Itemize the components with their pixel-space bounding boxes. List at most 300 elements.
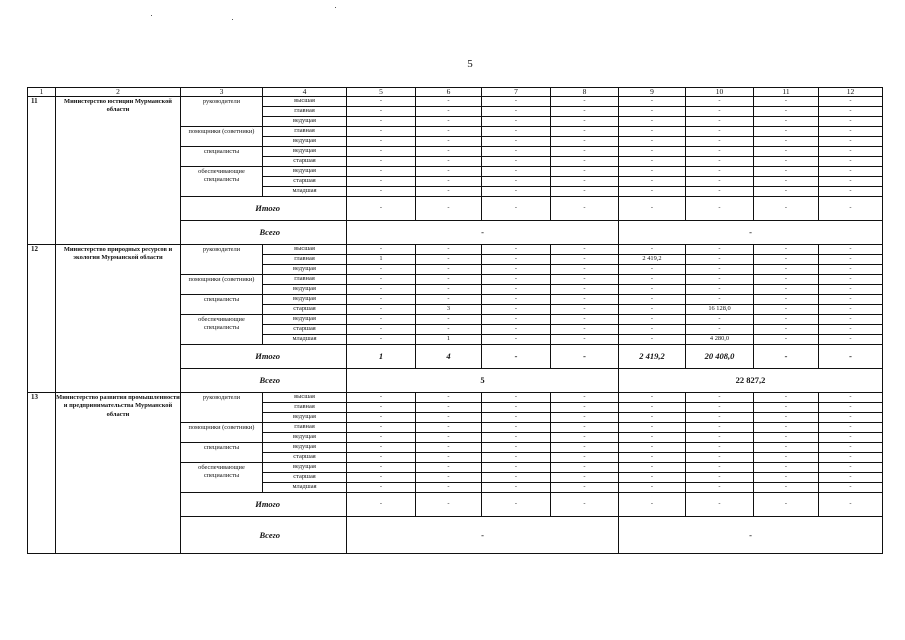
value-cell: - — [416, 453, 482, 463]
value-cell: - — [551, 275, 619, 285]
value-cell: - — [619, 167, 686, 177]
value-cell: - — [754, 463, 819, 473]
staff-category: руководители — [181, 97, 263, 127]
value-cell: - — [619, 285, 686, 295]
column-header: 4 — [263, 88, 347, 97]
value-cell: - — [482, 433, 551, 443]
value-cell: - — [551, 423, 619, 433]
value-cell: 16 128,0 — [686, 305, 754, 315]
value-cell: - — [482, 403, 551, 413]
grade-level: главная — [263, 127, 347, 137]
value-cell: - — [686, 147, 754, 157]
value-cell: - — [754, 433, 819, 443]
value-cell: - — [754, 335, 819, 345]
value-cell: - — [619, 483, 686, 493]
vsego-amount: 22 827,2 — [619, 369, 883, 393]
value-cell: - — [347, 483, 416, 493]
value-cell: - — [416, 403, 482, 413]
itogo-value: - — [551, 197, 619, 221]
table-row — [28, 245, 883, 255]
itogo-value: - — [347, 197, 416, 221]
value-cell: - — [754, 295, 819, 305]
value-cell: - — [819, 403, 883, 413]
value-cell: - — [551, 483, 619, 493]
value-cell: - — [819, 473, 883, 483]
value-cell: - — [347, 117, 416, 127]
value-cell: - — [754, 147, 819, 157]
value-cell: - — [416, 157, 482, 167]
value-cell: 2 419,2 — [619, 255, 686, 265]
column-header: 11 — [754, 88, 819, 97]
value-cell: - — [754, 117, 819, 127]
value-cell: - — [551, 117, 619, 127]
table-row — [28, 393, 883, 403]
value-cell: - — [551, 167, 619, 177]
value-cell: - — [347, 463, 416, 473]
value-cell: - — [416, 433, 482, 443]
value-cell: - — [754, 413, 819, 423]
itogo-value: - — [819, 197, 883, 221]
vsego-amount: - — [619, 221, 883, 245]
value-cell: - — [416, 127, 482, 137]
column-header: 6 — [416, 88, 482, 97]
value-cell: - — [754, 127, 819, 137]
value-cell: - — [819, 335, 883, 345]
value-cell: - — [551, 305, 619, 315]
value-cell: - — [551, 187, 619, 197]
value-cell: - — [819, 177, 883, 187]
staff-category: обеспечивающие специалисты — [181, 463, 263, 493]
value-cell: - — [347, 315, 416, 325]
value-cell: - — [619, 423, 686, 433]
value-cell: - — [754, 107, 819, 117]
value-cell: 4 280,0 — [686, 335, 754, 345]
itogo-value: - — [686, 197, 754, 221]
value-cell: - — [482, 157, 551, 167]
grade-level: старшая — [263, 157, 347, 167]
vsego-label: Всего — [181, 517, 347, 554]
value-cell: - — [619, 325, 686, 335]
value-cell: - — [551, 335, 619, 345]
column-header: 1 — [28, 88, 56, 97]
vsego-label: Всего — [181, 221, 347, 245]
value-cell: - — [551, 265, 619, 275]
value-cell: - — [686, 177, 754, 187]
value-cell: - — [347, 147, 416, 157]
value-cell: - — [416, 167, 482, 177]
value-cell: - — [686, 265, 754, 275]
value-cell: - — [754, 393, 819, 403]
value-cell: - — [619, 265, 686, 275]
value-cell: - — [347, 107, 416, 117]
value-cell: - — [619, 117, 686, 127]
value-cell: - — [686, 423, 754, 433]
value-cell: - — [482, 187, 551, 197]
header-row — [28, 88, 883, 97]
value-cell: - — [819, 285, 883, 295]
value-cell: - — [416, 463, 482, 473]
ministry-name: Министерство юстиции Мурманской области — [56, 97, 181, 245]
value-cell: - — [819, 423, 883, 433]
value-cell: - — [819, 275, 883, 285]
value-cell: - — [819, 443, 883, 453]
itogo-value: - — [819, 493, 883, 517]
value-cell: - — [754, 157, 819, 167]
itogo-value: 1 — [347, 345, 416, 369]
value-cell: - — [347, 335, 416, 345]
value-cell: - — [819, 147, 883, 157]
value-cell: - — [754, 453, 819, 463]
value-cell: - — [686, 473, 754, 483]
value-cell: - — [482, 285, 551, 295]
value-cell: - — [686, 97, 754, 107]
value-cell: - — [686, 137, 754, 147]
value-cell: - — [754, 137, 819, 147]
value-cell: - — [551, 443, 619, 453]
itogo-label: Итого — [181, 345, 347, 369]
value-cell: - — [754, 285, 819, 295]
value-cell: - — [482, 275, 551, 285]
value-cell: - — [482, 245, 551, 255]
itogo-value: - — [754, 197, 819, 221]
value-cell: - — [551, 325, 619, 335]
value-cell: - — [551, 137, 619, 147]
value-cell: - — [819, 107, 883, 117]
value-cell: - — [686, 255, 754, 265]
value-cell: - — [819, 433, 883, 443]
value-cell: - — [619, 187, 686, 197]
value-cell: - — [482, 137, 551, 147]
value-cell: - — [819, 325, 883, 335]
staff-category: специалисты — [181, 147, 263, 167]
value-cell: - — [619, 275, 686, 285]
value-cell: - — [619, 473, 686, 483]
value-cell: - — [619, 245, 686, 255]
value-cell: - — [416, 137, 482, 147]
value-cell: - — [347, 453, 416, 463]
value-cell: - — [819, 295, 883, 305]
value-cell: - — [619, 97, 686, 107]
itogo-value: 2 419,2 — [619, 345, 686, 369]
value-cell: - — [482, 117, 551, 127]
itogo-label: Итого — [181, 493, 347, 517]
value-cell: - — [416, 97, 482, 107]
column-header: 9 — [619, 88, 686, 97]
itogo-value: - — [619, 493, 686, 517]
value-cell: - — [416, 423, 482, 433]
grade-level: главная — [263, 255, 347, 265]
value-cell: - — [686, 107, 754, 117]
itogo-value: - — [619, 197, 686, 221]
value-cell: - — [416, 255, 482, 265]
grade-level: младшая — [263, 483, 347, 493]
value-cell: - — [416, 315, 482, 325]
grade-level: высшая — [263, 97, 347, 107]
value-cell: - — [686, 443, 754, 453]
column-header: 10 — [686, 88, 754, 97]
grade-level: главная — [263, 403, 347, 413]
value-cell: - — [482, 335, 551, 345]
value-cell: - — [416, 393, 482, 403]
value-cell: - — [754, 443, 819, 453]
grade-level: старшая — [263, 325, 347, 335]
value-cell: - — [551, 147, 619, 157]
value-cell: - — [619, 177, 686, 187]
value-cell: - — [416, 245, 482, 255]
section-number: 12 — [28, 245, 56, 393]
column-header: 5 — [347, 88, 416, 97]
value-cell: - — [482, 295, 551, 305]
itogo-label: Итого — [181, 197, 347, 221]
value-cell: - — [686, 245, 754, 255]
grade-level: ведущая — [263, 315, 347, 325]
value-cell: - — [347, 245, 416, 255]
value-cell: - — [754, 275, 819, 285]
value-cell: - — [551, 473, 619, 483]
value-cell: - — [416, 285, 482, 295]
itogo-value: - — [416, 493, 482, 517]
itogo-value: - — [551, 493, 619, 517]
vsego-amount: - — [619, 517, 883, 554]
value-cell: - — [482, 167, 551, 177]
value-cell: - — [482, 453, 551, 463]
value-cell: - — [754, 325, 819, 335]
grade-level: высшая — [263, 245, 347, 255]
grade-level: ведущая — [263, 413, 347, 423]
staff-table — [27, 87, 883, 554]
value-cell: - — [416, 483, 482, 493]
value-cell: - — [347, 177, 416, 187]
itogo-value: 20 408,0 — [686, 345, 754, 369]
staff-category: специалисты — [181, 295, 263, 315]
value-cell: - — [347, 413, 416, 423]
vsego-count: - — [347, 221, 619, 245]
value-cell: - — [551, 463, 619, 473]
value-cell: - — [619, 413, 686, 423]
value-cell: - — [686, 393, 754, 403]
value-cell: - — [819, 453, 883, 463]
staff-category: помощники (советники) — [181, 423, 263, 443]
value-cell: - — [416, 147, 482, 157]
grade-level: ведущая — [263, 265, 347, 275]
column-header: 7 — [482, 88, 551, 97]
value-cell: - — [686, 127, 754, 137]
value-cell: - — [619, 305, 686, 315]
value-cell: - — [819, 137, 883, 147]
value-cell: - — [619, 107, 686, 117]
value-cell: - — [619, 137, 686, 147]
itogo-value: - — [754, 345, 819, 369]
grade-level: ведущая — [263, 285, 347, 295]
value-cell: - — [347, 423, 416, 433]
grade-level: ведущая — [263, 147, 347, 157]
value-cell: - — [754, 265, 819, 275]
value-cell: - — [482, 265, 551, 275]
value-cell: - — [416, 295, 482, 305]
value-cell: - — [686, 117, 754, 127]
staff-category: специалисты — [181, 443, 263, 463]
value-cell: - — [619, 433, 686, 443]
value-cell: - — [754, 245, 819, 255]
value-cell: - — [347, 443, 416, 453]
column-header: 8 — [551, 88, 619, 97]
column-header: 12 — [819, 88, 883, 97]
grade-level: младшая — [263, 335, 347, 345]
value-cell: - — [619, 443, 686, 453]
itogo-value: - — [416, 197, 482, 221]
table-row — [28, 97, 883, 107]
value-cell: - — [754, 177, 819, 187]
grade-level: высшая — [263, 393, 347, 403]
value-cell: - — [686, 157, 754, 167]
value-cell: - — [819, 167, 883, 177]
ministry-name: Министерство природных ресурсов и экологии Мурманской области — [56, 245, 181, 393]
value-cell: - — [551, 453, 619, 463]
value-cell: - — [482, 147, 551, 157]
staff-category: обеспечивающие специалисты — [181, 315, 263, 345]
value-cell: - — [551, 393, 619, 403]
grade-level: старшая — [263, 177, 347, 187]
staff-category: руководители — [181, 245, 263, 275]
value-cell: - — [686, 167, 754, 177]
value-cell: - — [819, 157, 883, 167]
value-cell: - — [551, 97, 619, 107]
value-cell: - — [819, 413, 883, 423]
value-cell: - — [482, 443, 551, 453]
value-cell: 1 — [416, 335, 482, 345]
value-cell: - — [819, 393, 883, 403]
section-number: 11 — [28, 97, 56, 245]
value-cell: - — [482, 413, 551, 423]
vsego-count: - — [347, 517, 619, 554]
value-cell: - — [754, 473, 819, 483]
value-cell: - — [551, 413, 619, 423]
value-cell: - — [686, 187, 754, 197]
value-cell: - — [686, 275, 754, 285]
value-cell: - — [347, 157, 416, 167]
vsego-count: 5 — [347, 369, 619, 393]
value-cell: - — [819, 255, 883, 265]
vsego-label: Всего — [181, 369, 347, 393]
value-cell: - — [482, 177, 551, 187]
value-cell: - — [551, 107, 619, 117]
value-cell: - — [482, 107, 551, 117]
value-cell: - — [416, 413, 482, 423]
value-cell: - — [416, 265, 482, 275]
value-cell: - — [754, 255, 819, 265]
value-cell: - — [754, 483, 819, 493]
value-cell: - — [347, 305, 416, 315]
value-cell: - — [482, 127, 551, 137]
value-cell: - — [686, 483, 754, 493]
value-cell: - — [416, 177, 482, 187]
itogo-value: - — [754, 493, 819, 517]
staff-category: обеспечивающие специалисты — [181, 167, 263, 197]
grade-level: главная — [263, 107, 347, 117]
value-cell: - — [347, 187, 416, 197]
value-cell: - — [754, 305, 819, 315]
value-cell: - — [347, 285, 416, 295]
itogo-value: - — [347, 493, 416, 517]
value-cell: - — [686, 295, 754, 305]
value-cell: - — [416, 187, 482, 197]
itogo-value: - — [482, 493, 551, 517]
value-cell: - — [819, 187, 883, 197]
page-number: 5 — [467, 58, 473, 70]
value-cell: - — [416, 275, 482, 285]
value-cell: - — [754, 167, 819, 177]
value-cell: - — [482, 473, 551, 483]
value-cell: - — [482, 315, 551, 325]
value-cell: - — [482, 305, 551, 315]
value-cell: - — [686, 413, 754, 423]
value-cell: - — [416, 443, 482, 453]
value-cell: - — [482, 325, 551, 335]
grade-level: ведущая — [263, 295, 347, 305]
value-cell: - — [686, 285, 754, 295]
value-cell: - — [482, 483, 551, 493]
value-cell: - — [819, 245, 883, 255]
value-cell: - — [347, 265, 416, 275]
value-cell: - — [551, 315, 619, 325]
value-cell: - — [551, 177, 619, 187]
value-cell: - — [619, 463, 686, 473]
value-cell: - — [347, 137, 416, 147]
value-cell: - — [551, 285, 619, 295]
value-cell: - — [347, 325, 416, 335]
value-cell: - — [619, 157, 686, 167]
value-cell: - — [347, 167, 416, 177]
value-cell: - — [482, 255, 551, 265]
itogo-value: - — [482, 197, 551, 221]
value-cell: - — [619, 295, 686, 305]
grade-level: младшая — [263, 187, 347, 197]
value-cell: - — [619, 453, 686, 463]
value-cell: - — [551, 403, 619, 413]
grade-level: главная — [263, 275, 347, 285]
value-cell: - — [551, 295, 619, 305]
value-cell: 3 — [416, 305, 482, 315]
value-cell: - — [347, 473, 416, 483]
value-cell: - — [347, 393, 416, 403]
value-cell: - — [619, 127, 686, 137]
value-cell: - — [347, 403, 416, 413]
value-cell: - — [551, 433, 619, 443]
grade-level: ведущая — [263, 463, 347, 473]
grade-level: ведущая — [263, 167, 347, 177]
grade-level: ведущая — [263, 433, 347, 443]
value-cell: - — [347, 295, 416, 305]
value-cell: - — [819, 265, 883, 275]
value-cell: 1 — [347, 255, 416, 265]
column-header: 2 — [56, 88, 181, 97]
value-cell: - — [619, 393, 686, 403]
value-cell: - — [482, 423, 551, 433]
staff-category: руководители — [181, 393, 263, 423]
value-cell: - — [347, 97, 416, 107]
grade-level: старшая — [263, 305, 347, 315]
value-cell: - — [347, 433, 416, 443]
value-cell: - — [819, 97, 883, 107]
value-cell: - — [619, 403, 686, 413]
value-cell: - — [819, 315, 883, 325]
staff-category: помощники (советники) — [181, 127, 263, 147]
value-cell: - — [482, 463, 551, 473]
value-cell: - — [551, 255, 619, 265]
value-cell: - — [686, 433, 754, 443]
value-cell: - — [482, 393, 551, 403]
itogo-value: 4 — [416, 345, 482, 369]
